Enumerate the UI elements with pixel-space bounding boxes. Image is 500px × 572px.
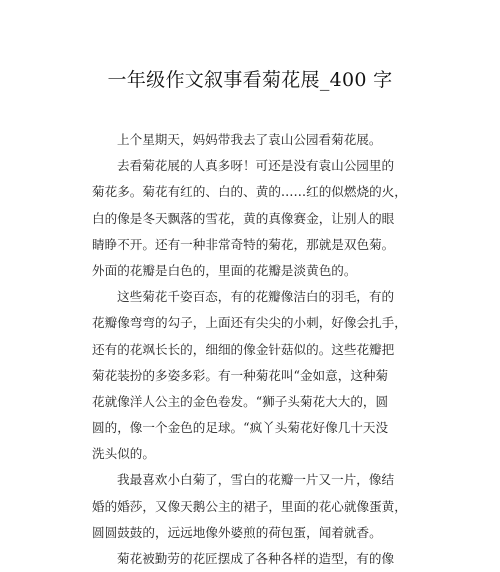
- paragraph-line-6: 外面的花瓣是白色的，里面的花瓣是淡黄色的。: [92, 262, 357, 278]
- paragraph-line-8: 花瓣像弯弯的勾子，上面还有尖尖的小刺，好像会扎手，: [92, 315, 407, 331]
- paragraph-line-13: 洗头似的。: [92, 446, 155, 462]
- document-title: 一年级作文叙事看菊花展_400 字: [107, 69, 393, 91]
- paragraph-line-12: 圆的，像一个金色的足球。“疯丫头菊花好像几十天没: [92, 420, 389, 436]
- paragraph-line-5: 睛睁不开。还有一种非常奇特的菊花，那就是双色菊。: [92, 236, 395, 252]
- paragraph-line-9: 还有的花飒长长的，细细的像金针菇似的。这些花瓣把: [92, 341, 395, 357]
- document-body: [92, 127, 417, 572]
- paragraph-line-17: 菊花被勤劳的花匠摆成了各种各样的造型，有的像: [117, 551, 395, 566]
- paragraph-line-2: 去看菊花展的人真多呀！可还是没有袁山公园里的: [117, 158, 395, 174]
- paragraph-line-16: 圆圆鼓鼓的，远远地像外婆煎的荷包蛋，闻着就香。: [92, 524, 382, 540]
- paragraph-line-14: 我最喜欢小白菊了，雪白的花瓣一片又一片，像结: [117, 472, 395, 488]
- paragraph-line-7: 这些菊花千姿百态，有的花瓣像洁白的羽毛，有的: [117, 289, 395, 305]
- paragraph-line-11: 花就像洋人公主的金色卷发。“狮子头菊花大大的，圆: [92, 393, 389, 409]
- paragraph-line-15: 婚的婚莎，又像天鹅公主的裙子，里面的花心就像蛋黄，: [92, 498, 407, 514]
- paragraph-line-3: 菊花多。菊花有红的、白的、黄的……红的似燃烧的火，: [92, 184, 407, 200]
- paragraph-line-1: 上个星期天，妈妈带我去了袁山公园看菊花展。: [117, 132, 382, 147]
- paragraph-line-4: 白的像是冬天飘落的雪花，黄的真像赛金，让别人的眼: [92, 210, 395, 226]
- paragraph-line-10: 菊花装扮的多姿多彩。有一种菊花叫“金如意，这种菊: [92, 367, 389, 383]
